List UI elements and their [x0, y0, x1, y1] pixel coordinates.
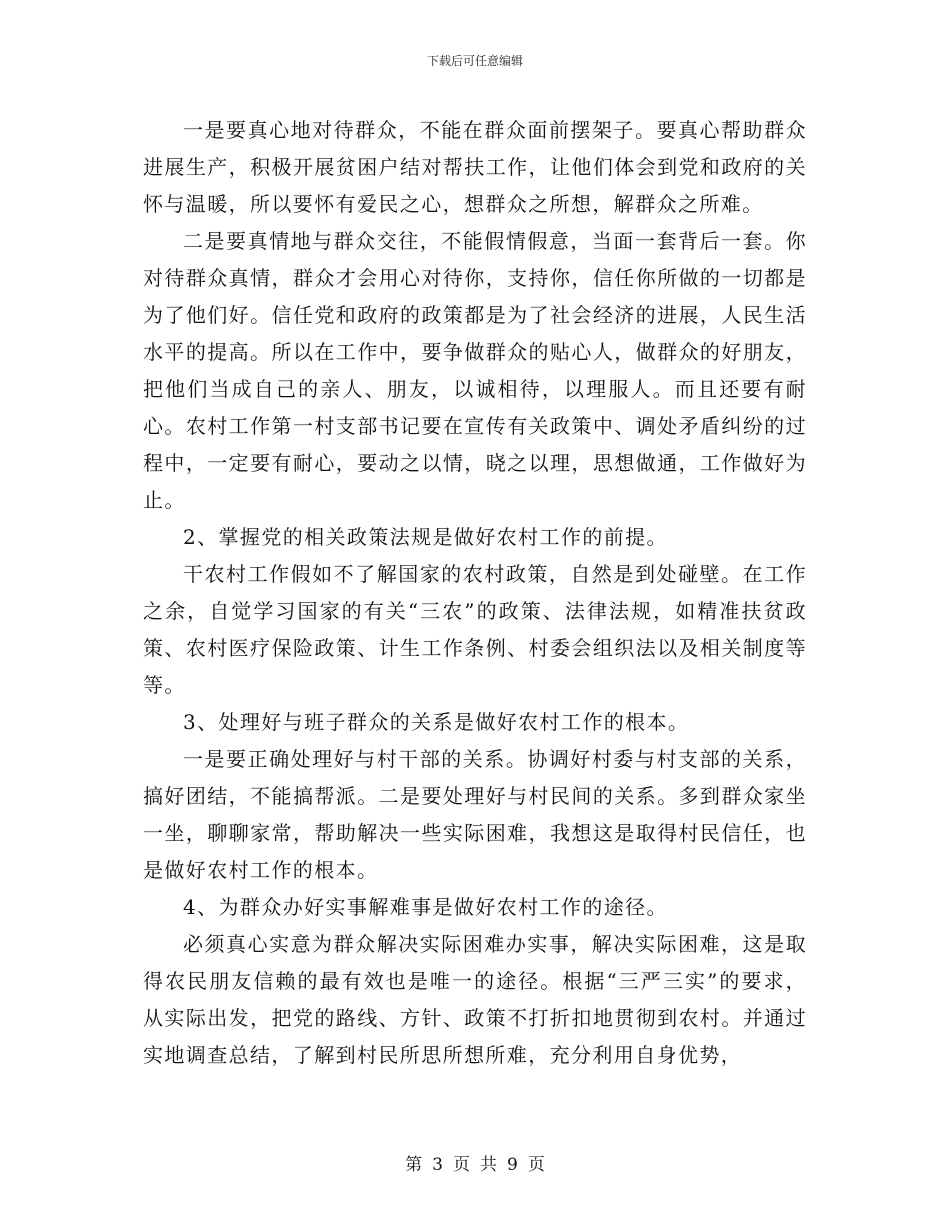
paragraph-1: 一是要真心地对待群众，不能在群众面前摆架子。要真心帮助群众进展生产，积极开展贫困户结对帮扶工作，让他们体会到党和政府的关怀与温暖，所以要怀有爱民之心，想群众之所想，解群众之所难。 [143, 118, 807, 216]
section-heading-3: 3、处理好与班子群众的关系是做好农村工作的根本。 [183, 710, 690, 734]
footer-suffix: 页 [527, 1155, 545, 1175]
section-heading-2: 2、掌握党的相关政策法规是做好农村工作的前提。 [183, 525, 668, 549]
total-pages-number: 9 [507, 1155, 518, 1175]
header-text: 下载后可任意编辑 [426, 54, 523, 68]
footer-prefix: 第 [405, 1155, 423, 1175]
page-footer [0, 1154, 950, 1176]
paragraph-2: 二是要真情地与群众交往，不能假情假意，当面一套背后一套。你对待群众真情，群众才会用心对待你，支持你，信任你所做的一切都是为了他们好。信任党和政府的政策都是为了社会经济的进展，人民生活水平的提高。所以在工作中，要争做群众的贴心人，做群众的好朋友，把他们当成自己的亲人、朋友，以诚相待，以理服人。而且还要有耐心。农村工作第一村支部书记要在宣传有关政策中、调处矛盾纠纷的过程中，一定要有耐心，要动之以情，晓之以理，思想做通，工作做好为止。 [143, 229, 807, 512]
page-header [0, 53, 950, 69]
paragraph-4: 一是要正确处理好与村干部的关系。协调好村委与村支部的关系，搞好团结，不能搞帮派。二是要处理好与村民间的关系。多到群众家坐一坐，聊聊家常，帮助解决一些实际困难，我想这是取得村民信任，也是做好农村工作的根本。 [143, 747, 807, 882]
footer-page-word: 页 [453, 1155, 470, 1175]
document-body [143, 112, 807, 1074]
paragraph-5: 必须真心实意为群众解决实际困难办实事，解决实际困难，这是取得农民朋友信赖的最有效也是唯一的途径。根据“三严三实”的要求，从实际出发，把党的路线、方针、政策不打折扣地贯彻到农村。并通过实地调查总结，了解到村民所思所想所难，充分利用自身优势， [143, 932, 807, 1067]
section-heading-4: 4、为群众办好实事解难事是做好农村工作的途径。 [183, 895, 668, 919]
footer-total-word: 共 [480, 1155, 497, 1175]
current-page-number: 3 [432, 1155, 443, 1175]
paragraph-3: 干农村工作假如不了解国家的农村政策，自然是到处碰壁。在工作之余，自觉学习国家的有关“三农”的政策、法律法规，如精准扶贫政策、农村医疗保险政策、计生工作条例、村委会组织法以及相关制度等等。 [143, 562, 807, 697]
